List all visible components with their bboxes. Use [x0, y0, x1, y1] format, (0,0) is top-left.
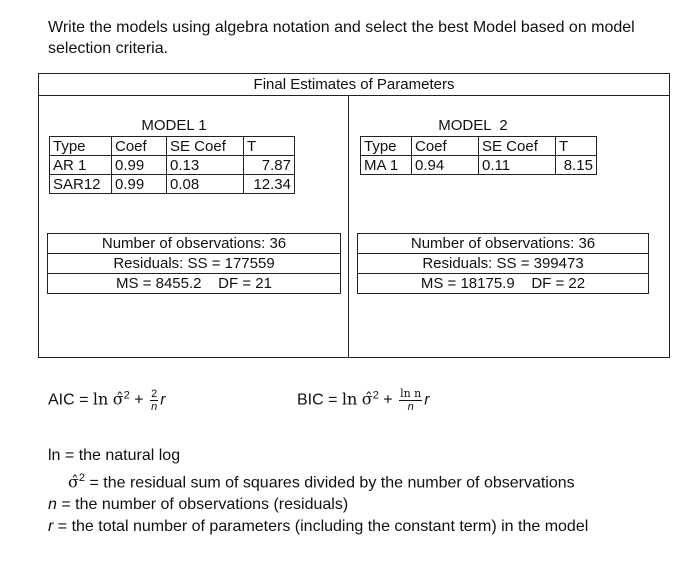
residuals-ss: Residuals: SS = 177559: [48, 254, 340, 274]
definition-text: = the total number of parameters (including the constant term) in the model: [53, 518, 589, 536]
header-cell: T: [556, 137, 597, 156]
table-cell: 0.99: [112, 175, 167, 194]
table-row: [361, 156, 597, 175]
square-exponent: 2: [123, 389, 130, 402]
definition-text: = the number of observations (residuals): [56, 496, 349, 514]
residuals-ss: Residuals: SS = 399473: [358, 254, 648, 274]
table-row: [50, 175, 295, 194]
aic-label: AIC =: [48, 391, 93, 409]
instruction-text: Write the models using algebra notation and select the best Model based on model selection criteria.: [48, 19, 635, 57]
ms-df: MS = 8455.2 DF = 21: [116, 275, 272, 292]
model2-stats: [357, 233, 649, 294]
sigma-hat-symbol: σ̂: [68, 472, 79, 492]
r-symbol: r: [48, 518, 54, 536]
header-cell: Coef: [112, 137, 167, 156]
fraction: [150, 388, 158, 413]
model2-table: [360, 136, 597, 175]
definition-r: [48, 516, 588, 538]
model1-stats: [47, 233, 341, 294]
model2-title: MODEL 2: [438, 117, 508, 134]
ln-symbol: ln: [92, 389, 109, 409]
header-cell: Coef: [412, 137, 479, 156]
square-exponent: 2: [78, 472, 86, 484]
model1-title: MODEL 1: [141, 117, 207, 134]
square-exponent: 2: [372, 389, 379, 402]
parameter-estimates-panel: [38, 73, 670, 358]
r-symbol: r: [160, 391, 166, 409]
r-symbol: r: [424, 391, 430, 409]
table-cell: 0.08: [167, 175, 244, 194]
table-cell: 0.11: [479, 156, 556, 175]
model1-table: [49, 136, 295, 194]
ms-df: MS = 18175.9 DF = 22: [420, 275, 586, 292]
table-cell: 0.94: [412, 156, 479, 175]
observations-count: Number of observations: 36: [358, 234, 648, 254]
fraction-denominator: n: [151, 401, 158, 413]
plus-sign: +: [378, 391, 398, 409]
fraction: [399, 388, 422, 413]
header-cell: Type: [50, 137, 112, 156]
table-cell: SAR12: [50, 175, 112, 194]
plus-sign: +: [129, 391, 149, 409]
table-cell: 12.34: [244, 175, 295, 194]
header-cell: SE Coef: [167, 137, 244, 156]
fraction-denominator: n: [407, 401, 414, 413]
header-cell: Type: [361, 137, 412, 156]
header-cell: T: [244, 137, 295, 156]
sigma-hat-symbol: σ̂: [112, 389, 124, 409]
table-cell: AR 1: [50, 156, 112, 175]
bic-label: BIC =: [297, 391, 342, 409]
table-header-row: [50, 137, 295, 156]
observations-count: Number of observations: 36: [48, 234, 340, 254]
fraction-numerator: ln n: [400, 387, 422, 400]
bic-formula: [297, 388, 430, 413]
header-cell: SE Coef: [479, 137, 556, 156]
table-cell: 0.13: [167, 156, 244, 175]
table-cell: 0.99: [112, 156, 167, 175]
n-symbol: n: [48, 496, 57, 514]
table-row: [50, 156, 295, 175]
table-header-row: [361, 137, 597, 156]
panel-divider: [348, 95, 349, 357]
definition-text: = the residual sum of squares divided by the number of observations: [85, 474, 575, 492]
definitions: [48, 445, 588, 538]
definition-n: [48, 494, 588, 516]
sigma-hat-symbol: σ̂: [361, 389, 373, 409]
panel-title: Final Estimates of Parameters: [39, 74, 669, 96]
definition-sigma: [48, 467, 588, 494]
table-cell: 8.15: [556, 156, 597, 175]
definition-ln: ln = the natural log: [48, 447, 181, 464]
fraction-numerator: 2: [151, 388, 158, 400]
ln-symbol: ln: [341, 389, 358, 409]
table-cell: MA 1: [361, 156, 412, 175]
table-cell: 7.87: [244, 156, 295, 175]
aic-formula: [48, 388, 166, 413]
